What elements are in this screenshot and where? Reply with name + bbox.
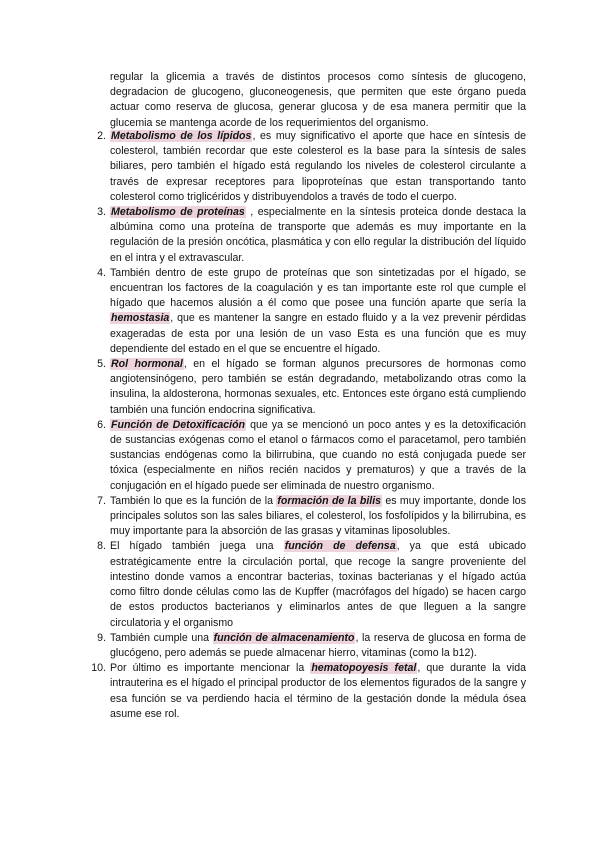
item-number: 8. [97,540,106,553]
highlighted-term: Rol hormonal [111,358,183,371]
item-number: 2. [97,130,106,142]
item-text-post: , que es mantener la sangre en estado fluido y a la vez prevenir pérdidas exageradas de esta por una lesión de un vaso Esta es una función que es muy dependiente del estado en el que se encuentre el hígado. [110,312,526,355]
item-number: 10. [91,662,106,675]
highlighted-term: función de defensa [284,540,396,553]
highlighted-term: formación de la bilis [277,494,382,507]
intro-paragraph: regular la glicemia a través de distintos procesos como síntesis de glucogeno, degradacion de glucogeno, gluconeogenesis, que permiten que este órgano pueda actuar como reserva de glucosa, generar glucosa y de esa manera permitir que la glucemia se mantenga acorde de los requerimientos del organismo. [110,71,526,129]
item-text-post: , especialmente en la síntesis proteica donde destaca la albúmina como una proteína de transporte que además es muy importante en la regulación de la presión oncótica, plasmática y con ello regular la distribución del líquido en el intra y el extravascular. [110,206,526,264]
list-item [97,205,526,266]
highlighted-term: Metabolismo de los lípidos [111,130,252,142]
item-number: 6. [97,418,106,431]
item-text-post: , que durante la vida intrauterina es el hígado el principal productor de los elementos figurados de la sangre y esa función se va perdiendo hacia el término de la gestación donde la médula ósea asume ese rol. [110,662,526,720]
list-item [97,539,526,630]
highlighted-term: hematopoyesis fetal [311,662,417,675]
item-text-pre: También dentro de este grupo de proteínas que son sintetizadas por el hígado, se encuentran los factores de la coagulación y es tan importante este rol que cumple el hígado que hacemos alusión a él como que posee una función aparte que sería la [110,266,526,310]
list-item [91,661,526,722]
highlighted-term: Función de Detoxificación [111,418,246,431]
item-text-pre: El hígado también juega una [110,540,284,553]
item-number: 9. [97,631,106,644]
item-text-post: , es muy significativo el aporte que hace en síntesis de colesterol, también recordar que este colesterol es la base para la síntesis de sales biliares, pero también el hígado está regulando los niveles de colesterol circulante a través de expresar receptores para lipoproteínas que estan transportando tanto colesterol como triglicéridos y distribuyendolos a través de todo el cuerpo. [110,130,527,203]
item-number: 7. [97,494,106,507]
list-item [97,631,527,661]
list-item [97,357,526,418]
item-text-pre: También cumple una [110,631,213,644]
item-text-post: , en el hígado se forman algunos precursores de hormonas como angiotensinógeno, pero también se están degradando, metabolizando otras como la insulina, la aldosterona, hormonas sexuales, etc. Entonces este órgano está cumpliendo también una función endocrina significativa. [110,358,526,416]
highlighted-term: Metabolismo de proteínas [111,206,245,219]
item-text-post: es muy importante, donde los principales solutos son las sales biliares, el colesterol, los fosfolípidos y la bilirrubina, es muy importante para la absorción de las grasas y vitaminas liposolubles. [110,494,526,538]
item-number: 4. [97,266,106,279]
highlighted-term: función de almacenamiento [213,631,355,644]
item-number: 3. [97,206,106,219]
list-item [97,494,526,540]
list-item [97,129,527,205]
list-item [97,266,526,357]
numbered-list [91,129,527,722]
item-text-pre: También lo que es la función de la [110,494,277,507]
item-text-pre: Por último es importante mencionar la [110,662,311,675]
list-item [97,418,526,494]
item-text-post: , ya que está ubicado estratégicamente entre la circulación portal, que recoge la sangre proveniente del intestino donde vamos a encontrar bacterias, toxinas bacterianas y el hígado actúa como filtro donde células como las de Kupffer (macrófagos del hígado) se hacen cargo de estos productos bacterianos y eliminarlos antes de que lleguen a la sangre circulatoria y el organismo [110,540,526,629]
item-text-post: , la reserva de glucosa en forma de glucógeno, pero además se puede almacenar hierro, vitaminas (como la b12). [110,631,527,659]
item-number: 5. [97,358,106,371]
item-text-post: que ya se mencionó un poco antes y es la detoxificación de sustancias exógenas como el etanol o fármacos como el paracetamol, pero también sustancias endógenas como la bilirrubina, que cuando no está conjugada puede ser tóxica (especialmente en niños recién nacidos y prematuros) y que a través de la conjugación en el hígado puede ser eliminada de nuestro organismo. [110,418,526,492]
highlighted-term: hemostasia [111,312,170,325]
